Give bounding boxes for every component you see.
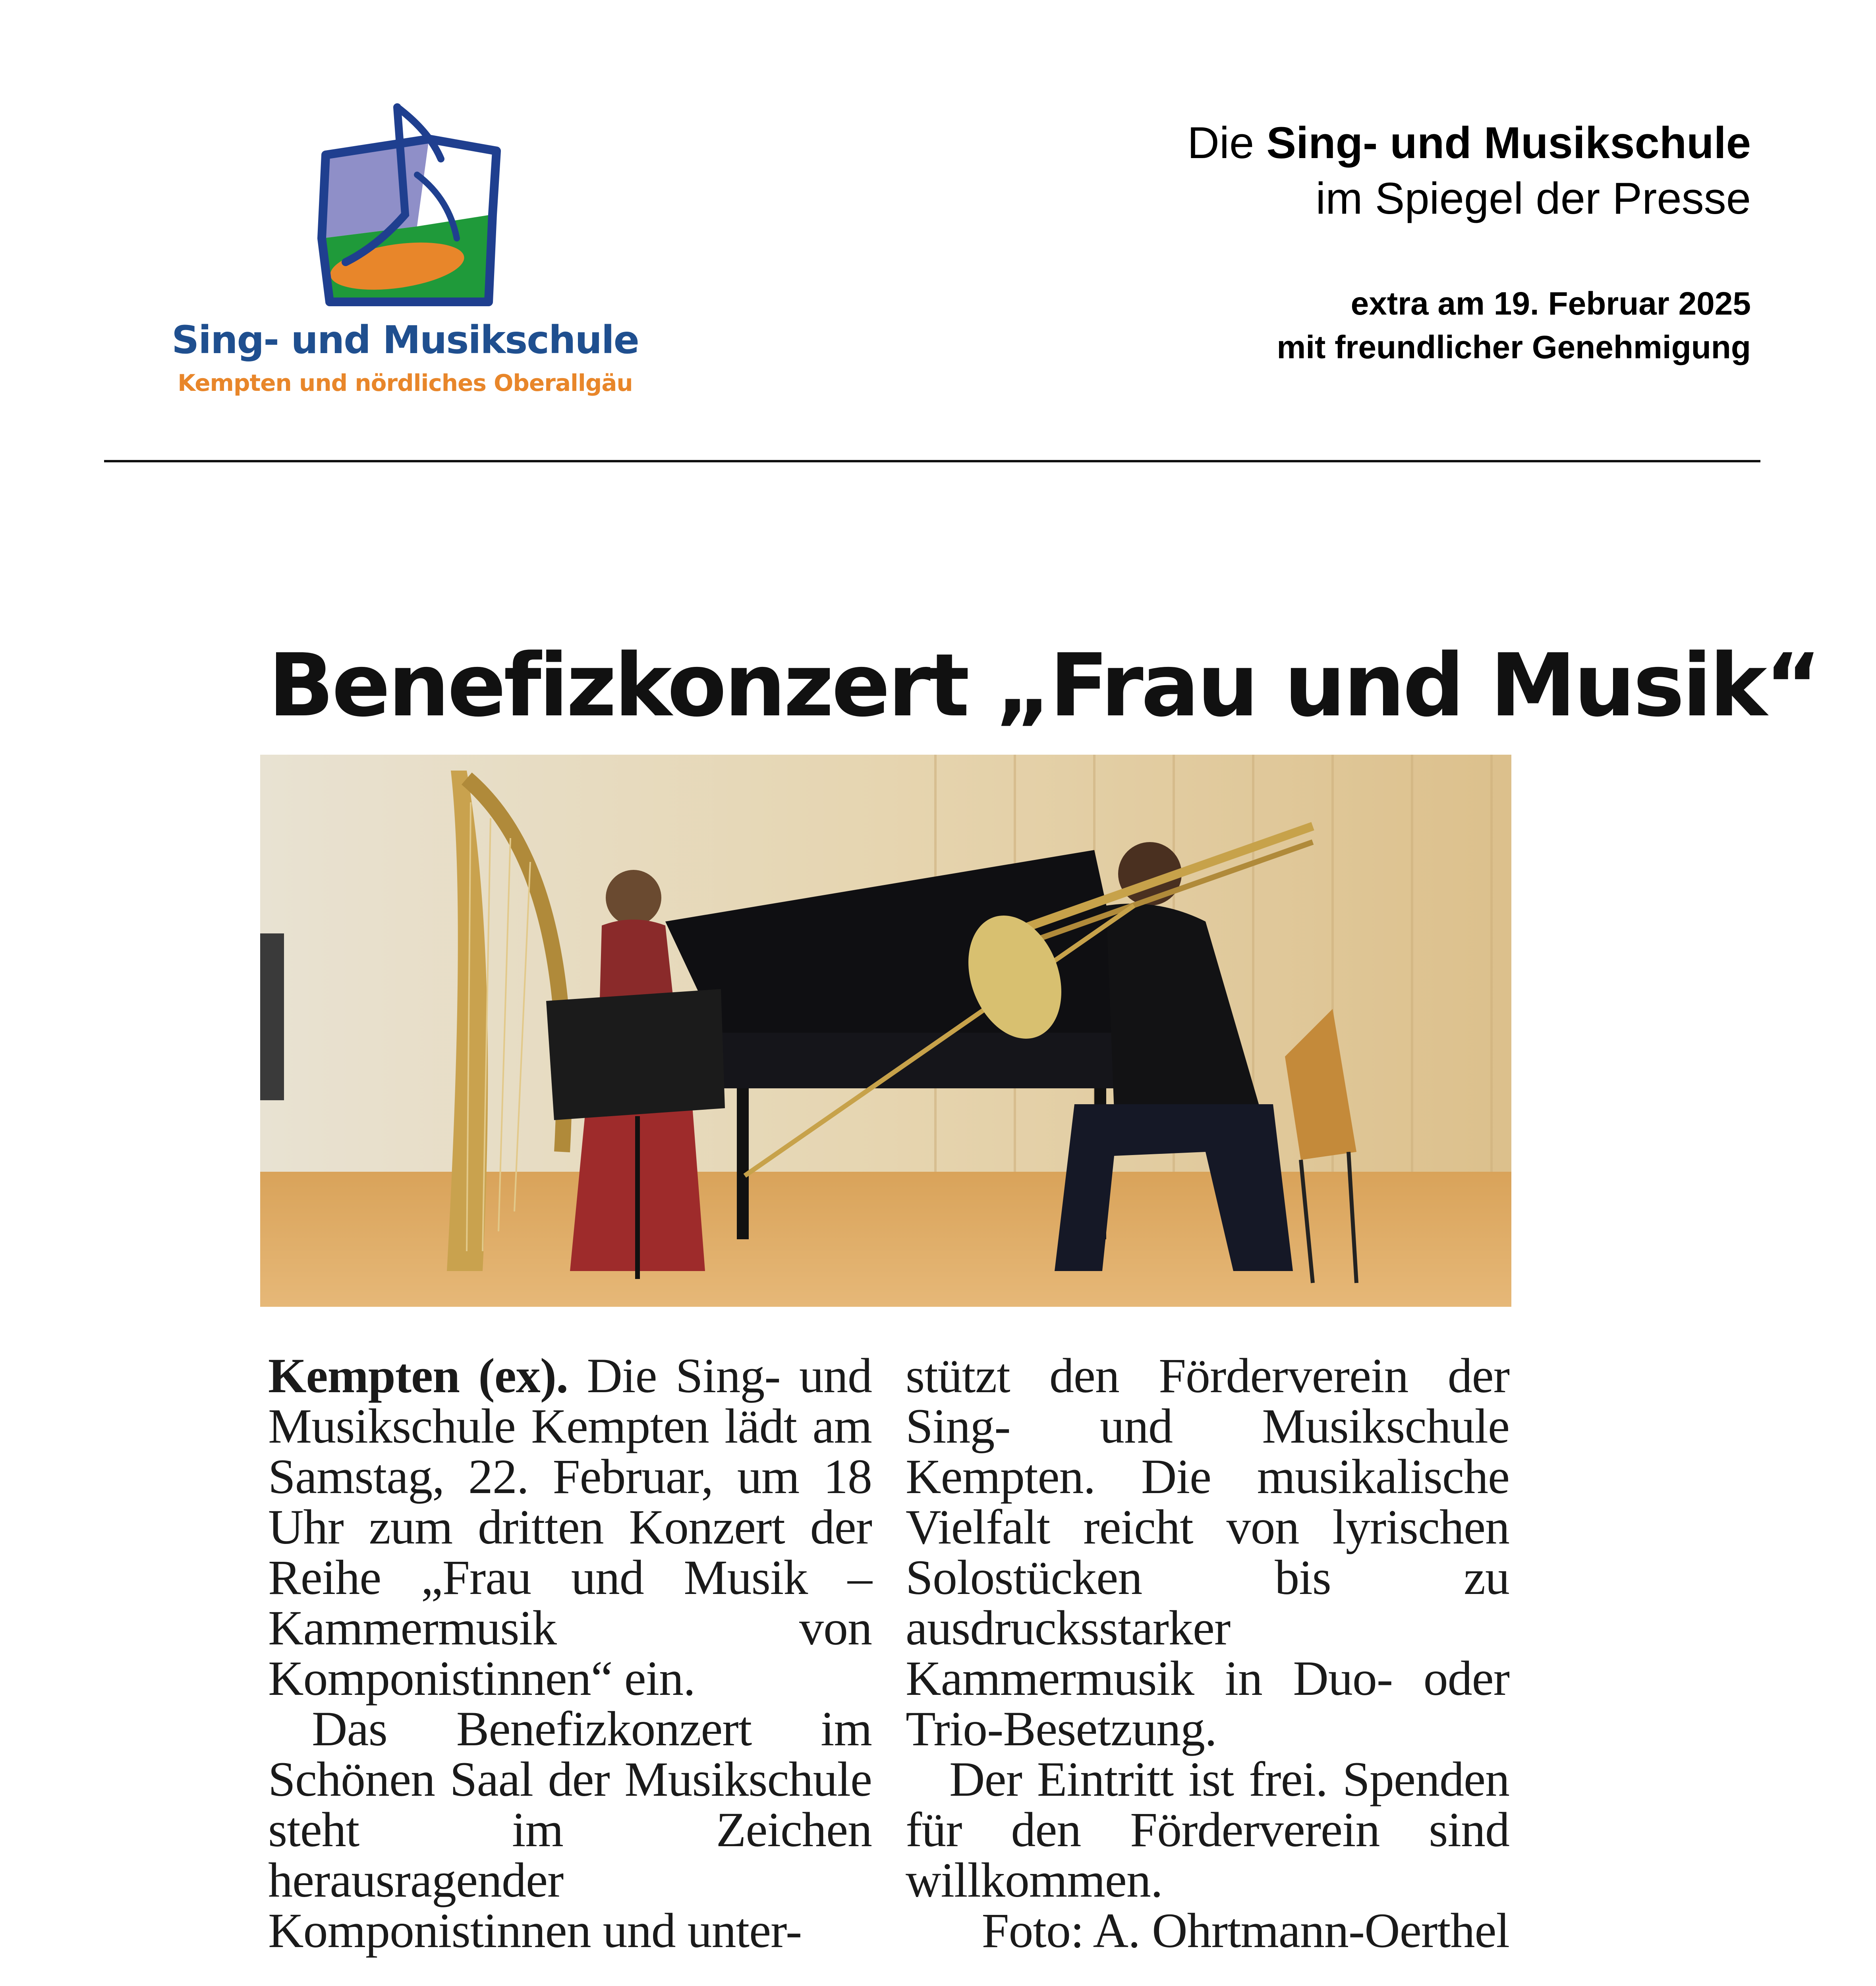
article-column-2: [906, 1350, 1509, 1956]
school-logo: [167, 95, 643, 397]
article-paragraph: [268, 1350, 872, 1704]
article-dateline: Kempten (ex).: [268, 1348, 568, 1403]
header-edition-date: extra am 19. Februar 2025: [1350, 286, 1751, 322]
header-title-line2: im Spiegel der Presse: [1316, 174, 1751, 223]
logo-school-name: Sing- und Musikschule: [172, 318, 639, 362]
school-logo-mark-icon: [298, 95, 520, 318]
article-paragraph: Der Eintritt ist frei. Spenden für den Förderverein sind willkommen.: [906, 1752, 1509, 1907]
article-paragraph: Das Benefizkonzert im Schönen Saal der Musikschule steht im Zeichen herausragender Komponistinnen und unter-: [268, 1702, 872, 1958]
article-paragraph: stützt den Förderverein der Sing- und Musikschule Kempten. Die musikalische Vielfalt reicht von lyrischen Solostücken bis zu ausdrucksstarker Kammermusik in Duo- oder Trio-Besetzung.: [906, 1348, 1509, 1756]
concert-photo: [260, 755, 1511, 1307]
photo-credit: Foto: A. Ohrtmann-Oerthel: [981, 1903, 1509, 1958]
header-permission-note: mit freundlicher Genehmigung: [1277, 329, 1751, 365]
article-column-1: [268, 1350, 872, 1956]
header-title-line1: [877, 115, 1751, 171]
article-paragraph-text: Die Sing- und Musikschule Kempten lädt am Samstag, 22. Februar, um 18 Uhr zum dritten Konzert der Reihe „Frau und Musik – Kammermusik von Komponistinnen“ ein.: [268, 1348, 872, 1706]
header-title-block: [877, 115, 1751, 369]
concert-photo-image: [260, 755, 1511, 1307]
newspaper-clipping: [260, 636, 1820, 1958]
logo-school-subtitle: Kempten und nördliches Oberallgäu: [178, 369, 633, 396]
article-headline: Benefizkonzert „Frau und Musik“: [268, 636, 1820, 736]
header-title-bold: Sing- und Musikschule: [1266, 118, 1751, 168]
header-title-prefix: Die: [1187, 118, 1254, 168]
header-divider: [104, 460, 1760, 462]
